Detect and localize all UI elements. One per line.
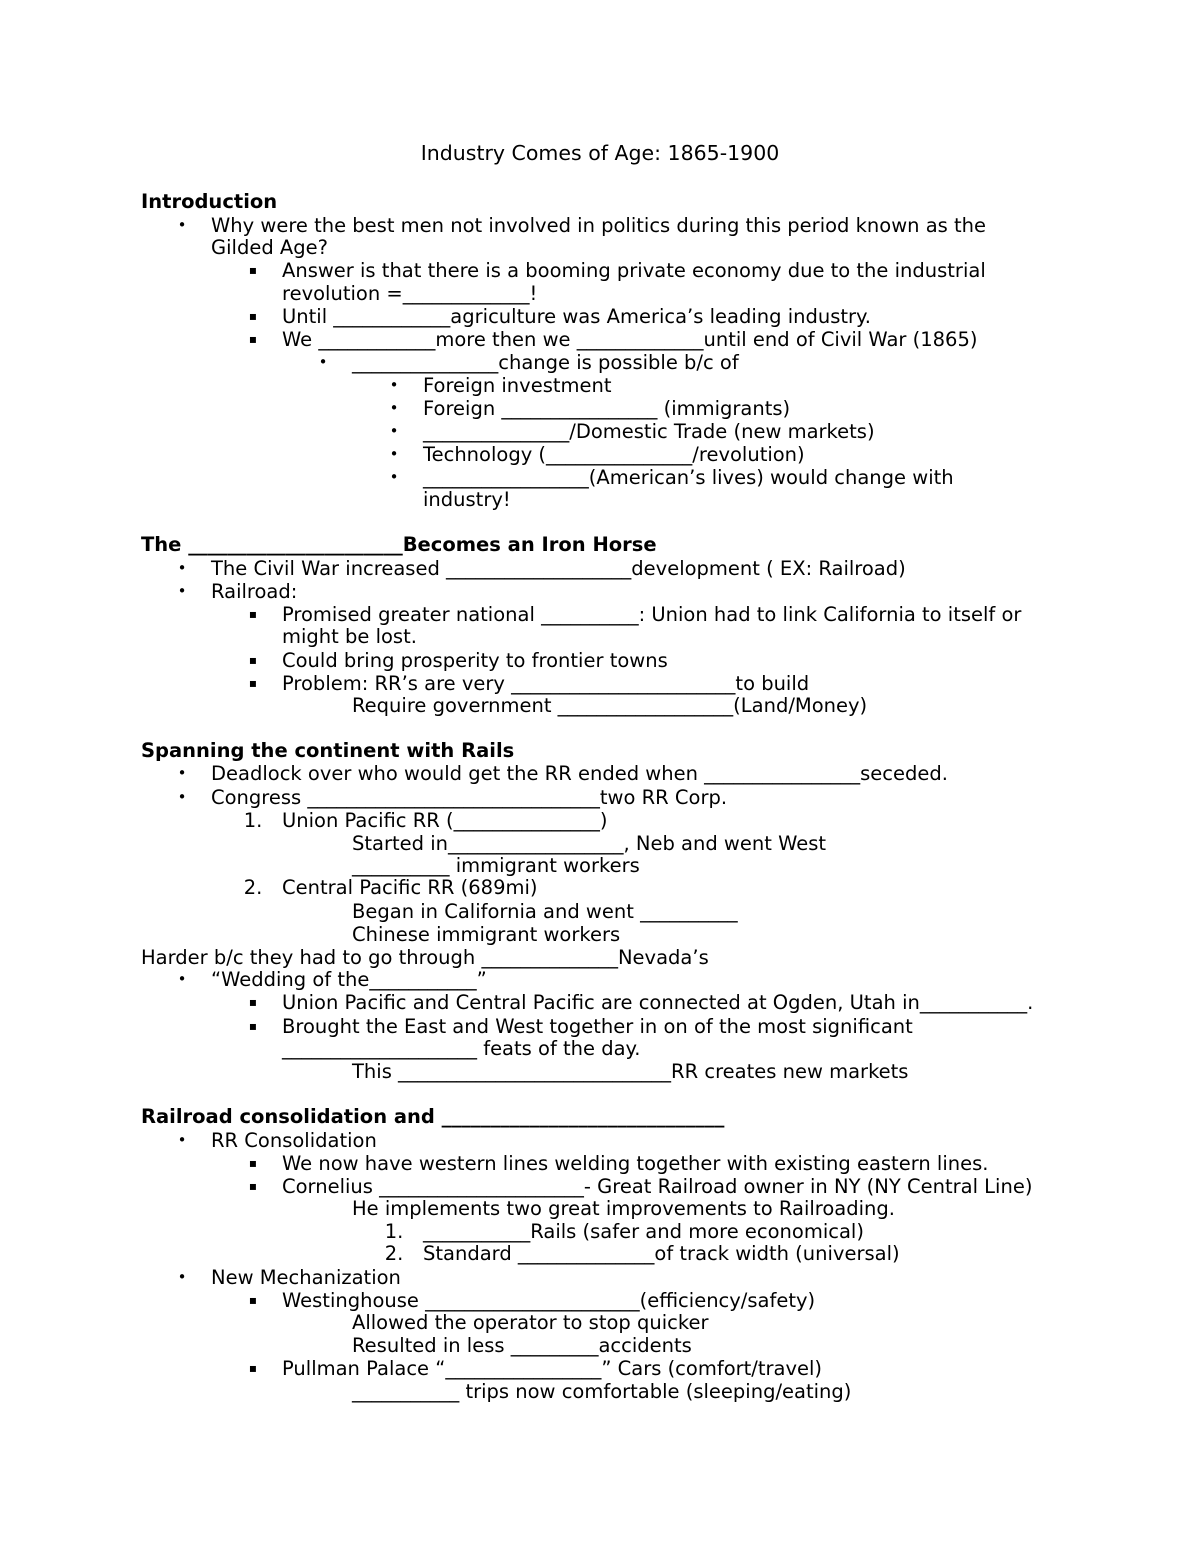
list-item-continuation <box>0 282 1200 305</box>
list-number: 1. <box>243 809 263 832</box>
list-item <box>0 1175 1200 1198</box>
section-heading <box>0 533 1200 556</box>
bullet-square-icon: ▪ <box>248 332 258 346</box>
bullet-disc-icon: • <box>389 376 399 394</box>
bullet-square-icon: ▪ <box>248 309 258 323</box>
list-item <box>0 762 1200 785</box>
bullet-square-icon: ▪ <box>248 1156 258 1170</box>
item-text: Resulted in less _________accidents <box>352 1334 692 1357</box>
item-text: Brought the East and West together in on of the most significant <box>282 1015 913 1038</box>
item-text: Union Pacific RR (_______________) <box>282 809 608 832</box>
list-item <box>0 397 1200 420</box>
item-text: Westinghouse ______________________(efficiency/safety) <box>282 1289 816 1312</box>
list-item <box>0 694 1200 717</box>
item-text: Until ____________agriculture was America’s leading industry. <box>282 305 871 328</box>
list-item <box>0 351 1200 374</box>
item-text: Chinese immigrant workers <box>352 923 621 946</box>
list-item <box>0 854 1200 877</box>
item-text: New Mechanization <box>211 1266 401 1289</box>
bullet-disc-icon: • <box>177 1131 187 1149</box>
item-text: Answer is that there is a booming private economy due to the industrial <box>282 259 986 282</box>
item-text: Foreign investment <box>423 374 612 397</box>
bullet-square-icon: ▪ <box>248 1179 258 1193</box>
bullet-disc-icon: • <box>177 970 187 988</box>
item-text: Began in California and went __________ <box>352 900 738 923</box>
list-item <box>0 580 1200 603</box>
list-item <box>0 1129 1200 1152</box>
list-item <box>0 259 1200 282</box>
item-text: The Civil War increased ___________________development ( EX: Railroad) <box>211 557 906 580</box>
item-text: ___________ trips now comfortable (sleeping/eating) <box>352 1380 852 1403</box>
item-text: _______________/Domestic Trade (new markets) <box>423 420 875 443</box>
bullet-disc-icon: • <box>177 216 187 234</box>
list-item <box>0 1289 1200 1312</box>
bullet-disc-icon: • <box>177 559 187 577</box>
item-text: Why were the best men not involved in politics during this period known as the <box>211 214 987 237</box>
item-text: Pullman Palace “________________” Cars (comfort/travel) <box>282 1357 823 1380</box>
list-item <box>0 991 1200 1014</box>
list-item <box>0 809 1200 832</box>
list-item <box>0 649 1200 672</box>
item-text: _________________(American’s lives) would change with <box>423 466 954 489</box>
item-text: Gilded Age? <box>211 236 328 259</box>
item-text: We ____________more then we _____________until end of Civil War (1865) <box>282 328 978 351</box>
bullet-square-icon: ▪ <box>248 1361 258 1375</box>
bullet-disc-icon: • <box>389 445 399 463</box>
list-item-continuation <box>0 625 1200 648</box>
item-text: RR Consolidation <box>211 1129 377 1152</box>
item-text: Cornelius _____________________- Great Railroad owner in NY (NY Central Line) <box>282 1175 1033 1198</box>
list-item <box>0 1380 1200 1403</box>
item-text: This ____________________________RR creates new markets <box>352 1060 909 1083</box>
bullet-disc-icon: • <box>177 1268 187 1286</box>
item-text: Could bring prosperity to frontier towns <box>282 649 668 672</box>
item-text: ___________Rails (safer and more economical) <box>423 1220 864 1243</box>
item-text: ____________________ feats of the day. <box>282 1037 641 1060</box>
bullet-square-icon: ▪ <box>248 1293 258 1307</box>
bullet-disc-icon: • <box>389 422 399 440</box>
list-item <box>0 1242 1200 1265</box>
item-text: Problem: RR’s are very _______________________to build <box>282 672 810 695</box>
list-item <box>0 420 1200 443</box>
bullet-disc-icon: • <box>389 468 399 486</box>
page-title: Industry Comes of Age: 1865-1900 <box>420 141 780 165</box>
bullet-square-icon: ▪ <box>248 995 258 1009</box>
list-item <box>0 832 1200 855</box>
list-item <box>0 1197 1200 1220</box>
heading-text: Introduction <box>141 190 278 213</box>
body-text <box>0 946 1200 969</box>
list-item <box>0 1015 1200 1038</box>
item-text: Standard ______________of track width (universal) <box>423 1242 900 1265</box>
item-text: “Wedding of the___________” <box>211 968 487 991</box>
item-text: Union Pacific and Central Pacific are connected at Ogden, Utah in___________. <box>282 991 1034 1014</box>
list-item-continuation <box>0 1037 1200 1060</box>
list-number: 2. <box>384 1242 404 1265</box>
list-item <box>0 1060 1200 1083</box>
list-item <box>0 603 1200 626</box>
item-text: Congress ______________________________two RR Corp. <box>211 786 728 809</box>
list-item <box>0 374 1200 397</box>
item-text: Foreign ________________ (immigrants) <box>423 397 791 420</box>
bullet-disc-icon: • <box>389 399 399 417</box>
list-item <box>0 672 1200 695</box>
list-item <box>0 968 1200 991</box>
section-heading <box>0 739 1200 762</box>
bullet-square-icon: ▪ <box>248 653 258 667</box>
bullet-square-icon: ▪ <box>248 676 258 690</box>
list-item <box>0 328 1200 351</box>
bullet-disc-icon: • <box>177 582 187 600</box>
list-item <box>0 1266 1200 1289</box>
list-item <box>0 1152 1200 1175</box>
list-number: 1. <box>384 1220 404 1243</box>
item-text: Technology (_______________/revolution) <box>423 443 805 466</box>
item-text: Central Pacific RR (689mi) <box>282 876 538 899</box>
bullet-square-icon: ▪ <box>248 1019 258 1033</box>
item-text: Require government __________________(Land/Money) <box>352 694 868 717</box>
section-heading <box>0 190 1200 213</box>
list-item <box>0 900 1200 923</box>
item-text: Railroad: <box>211 580 298 603</box>
heading-text: Spanning the continent with Rails <box>141 739 515 762</box>
heading-text: The ______________________Becomes an Iron Horse <box>141 533 657 556</box>
item-text: _______________change is possible b/c of <box>352 351 739 374</box>
list-number: 2. <box>243 876 263 899</box>
list-item-continuation <box>0 488 1200 511</box>
list-item <box>0 466 1200 489</box>
item-text: We now have western lines welding together with existing eastern lines. <box>282 1152 989 1175</box>
bullet-square-icon: ▪ <box>248 607 258 621</box>
item-text: Started in__________________, Neb and went West <box>352 832 827 855</box>
list-item <box>0 923 1200 946</box>
item-text: He implements two great improvements to Railroading. <box>352 1197 895 1220</box>
list-item <box>0 1311 1200 1334</box>
list-item <box>0 305 1200 328</box>
bullet-disc-icon: • <box>177 788 187 806</box>
item-text: Promised greater national __________: Union had to link California to itself or <box>282 603 1022 626</box>
list-item <box>0 214 1200 237</box>
item-text: revolution =_____________! <box>282 282 538 305</box>
list-item <box>0 786 1200 809</box>
item-text: __________ immigrant workers <box>352 854 640 877</box>
list-item <box>0 876 1200 899</box>
bullet-disc-icon: • <box>177 764 187 782</box>
list-item <box>0 557 1200 580</box>
item-text: industry! <box>423 488 511 511</box>
bullet-disc-icon: • <box>318 353 328 371</box>
item-text: Harder b/c they had to go through ______________Nevada’s <box>141 946 709 969</box>
list-item <box>0 443 1200 466</box>
list-item <box>0 1334 1200 1357</box>
bullet-square-icon: ▪ <box>248 263 258 277</box>
heading-text: Railroad consolidation and _____________________________ <box>141 1105 725 1128</box>
item-text: Allowed the operator to stop quicker <box>352 1311 709 1334</box>
section-heading <box>0 1105 1200 1128</box>
list-item <box>0 1357 1200 1380</box>
list-item <box>0 1220 1200 1243</box>
list-item-continuation <box>0 236 1200 259</box>
item-text: Deadlock over who would get the RR ended when ________________seceded. <box>211 762 948 785</box>
item-text: might be lost. <box>282 625 417 648</box>
